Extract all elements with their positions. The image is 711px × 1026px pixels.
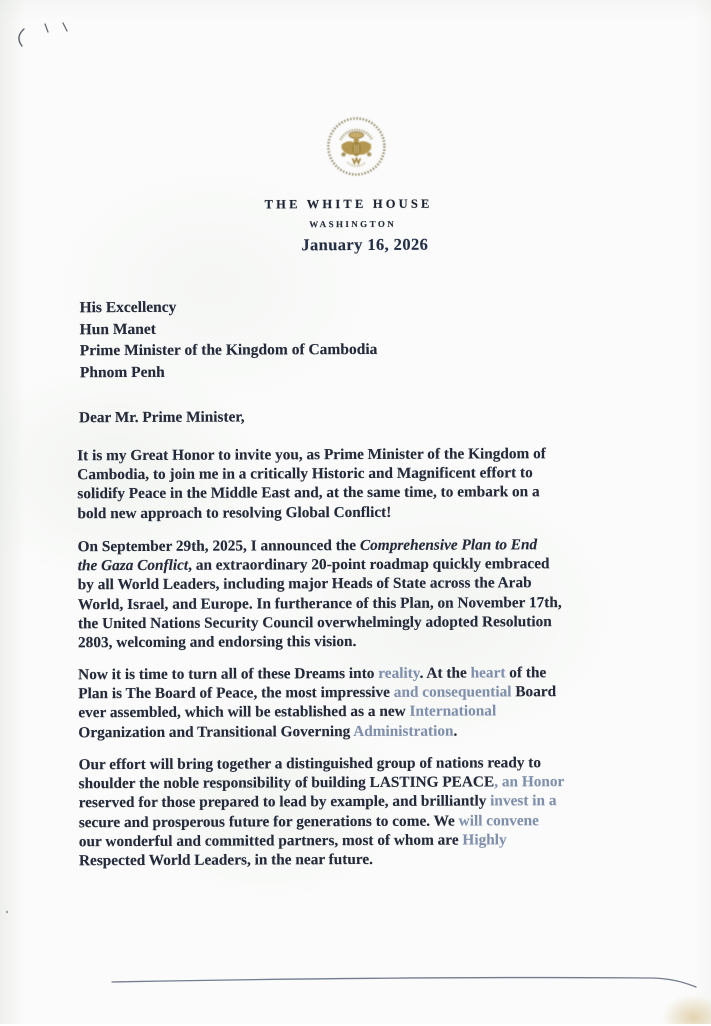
letter-paragraph xyxy=(78,535,562,652)
letter-text-segment: the United Nations Security Council overwhelmingly adopted Resolution xyxy=(77,612,552,633)
letter-text-segment: Highly xyxy=(462,831,507,849)
letter-line xyxy=(78,535,562,556)
letter-text-segment: International xyxy=(409,702,497,721)
letter-line xyxy=(79,772,565,793)
corner-smudge xyxy=(641,978,711,1024)
letter-text-segment: of the xyxy=(505,664,547,682)
date-line: January 16, 2026 xyxy=(301,234,429,255)
letter-text-segment: Comprehensive Plan to End xyxy=(359,536,538,554)
letter-line xyxy=(77,483,546,504)
letter-text-segment: On September 29th, 2025, I announced the xyxy=(77,536,360,556)
letter-line xyxy=(77,444,546,465)
letter-text-segment: invest in a xyxy=(490,792,557,810)
letter-line xyxy=(77,463,546,484)
letter-line xyxy=(77,502,546,523)
letter-line xyxy=(79,811,565,832)
letter-text-segment: by all World Leaders, including major Heads of State across the Arab xyxy=(77,574,532,594)
letterhead xyxy=(0,113,710,179)
letter-text-segment: Our effort will bring together a distinguished group of nations ready to xyxy=(78,754,542,774)
letter-text-segment: our wonderful and committed partners, most of whom are xyxy=(78,831,463,851)
letter-text-segment: reserved for those prepared to lead by example, and brilliantly xyxy=(78,792,491,812)
letter-paragraph xyxy=(77,444,546,523)
letter-line xyxy=(78,682,556,703)
letter-text-segment: ever assembled, which will be established as a new xyxy=(78,703,410,722)
letter-text-segment: Board xyxy=(511,683,557,701)
presidential-seal-icon xyxy=(325,115,388,178)
letter-text-segment: Cambodia, to join me in a critically Historic and Magnificent effort to xyxy=(77,464,533,484)
salutation: Dear Mr. Prime Minister, xyxy=(78,408,245,427)
letter-text-segment: the Gaza Conflict xyxy=(77,556,189,575)
letter-text-segment: 2803, welcoming and endorsing this vision. xyxy=(77,633,357,652)
letter-line xyxy=(78,631,562,652)
letter-text-segment: It is my Great Honor to invite you, as Prime Minister of the Kingdom of xyxy=(77,445,546,465)
letter-line xyxy=(79,830,565,851)
letter-text-segment: , an extraordinary 20-point roadmap quickly embraced xyxy=(188,555,550,574)
letterhead-title: THE WHITE HOUSE xyxy=(264,196,433,212)
recipient-line: His Excellency xyxy=(79,298,177,317)
letterhead-subtitle: WASHINGTON xyxy=(309,218,397,230)
letter-line xyxy=(78,612,562,633)
letter-text-segment: reality xyxy=(378,664,420,682)
letter-line xyxy=(78,721,556,742)
letter-line xyxy=(78,593,562,614)
letter-line xyxy=(79,753,565,774)
recipient-line: Hun Manet xyxy=(79,320,156,338)
letter-text-segment: Respected World Leaders, in the near future. xyxy=(78,850,374,870)
letter-text-segment: . xyxy=(453,722,458,740)
letter-paragraph xyxy=(78,663,556,742)
letter-line xyxy=(79,791,565,812)
recipient-line: Phnom Penh xyxy=(79,363,165,381)
letter-line xyxy=(78,702,556,723)
letter-text-segment: will convene xyxy=(458,811,540,830)
letter-text-segment: Administration xyxy=(353,722,454,740)
letter-text-segment: solidify Peace in the Middle East and, at the same time, to embark on a xyxy=(77,483,540,503)
letter-text-segment: , an Honor xyxy=(494,773,565,791)
letter-line xyxy=(79,849,565,870)
letter-line xyxy=(78,554,562,575)
letter-text-segment: . At the xyxy=(419,664,471,682)
letter-text-segment: secure and prosperous future for generations to come. We xyxy=(78,812,459,831)
letter-text-segment: Now it is time to turn all of these Dreams into xyxy=(78,664,379,684)
recipient-block xyxy=(80,296,378,383)
letter-text-segment: shoulder the noble responsibility of building LASTING PEACE xyxy=(78,773,495,793)
letter-text-segment: heart xyxy=(470,664,506,682)
letter-line xyxy=(78,663,556,684)
letter-paragraph xyxy=(79,753,565,870)
recipient-line: Prime Minister of the Kingdom of Cambodia xyxy=(79,340,378,360)
letter-text-segment: Organization and Transitional Governing xyxy=(78,722,354,741)
letter-line xyxy=(78,574,562,595)
letter-text-segment: and consequential xyxy=(393,683,512,702)
letter-text-segment: Plan is The Board of Peace, the most impressive xyxy=(78,684,394,703)
letter-text-segment: World, Israel, and Europe. In furtherance of this Plan, on November 17th, xyxy=(77,593,562,613)
letter-text-segment: bold new approach to resolving Global Conflict! xyxy=(77,503,392,522)
